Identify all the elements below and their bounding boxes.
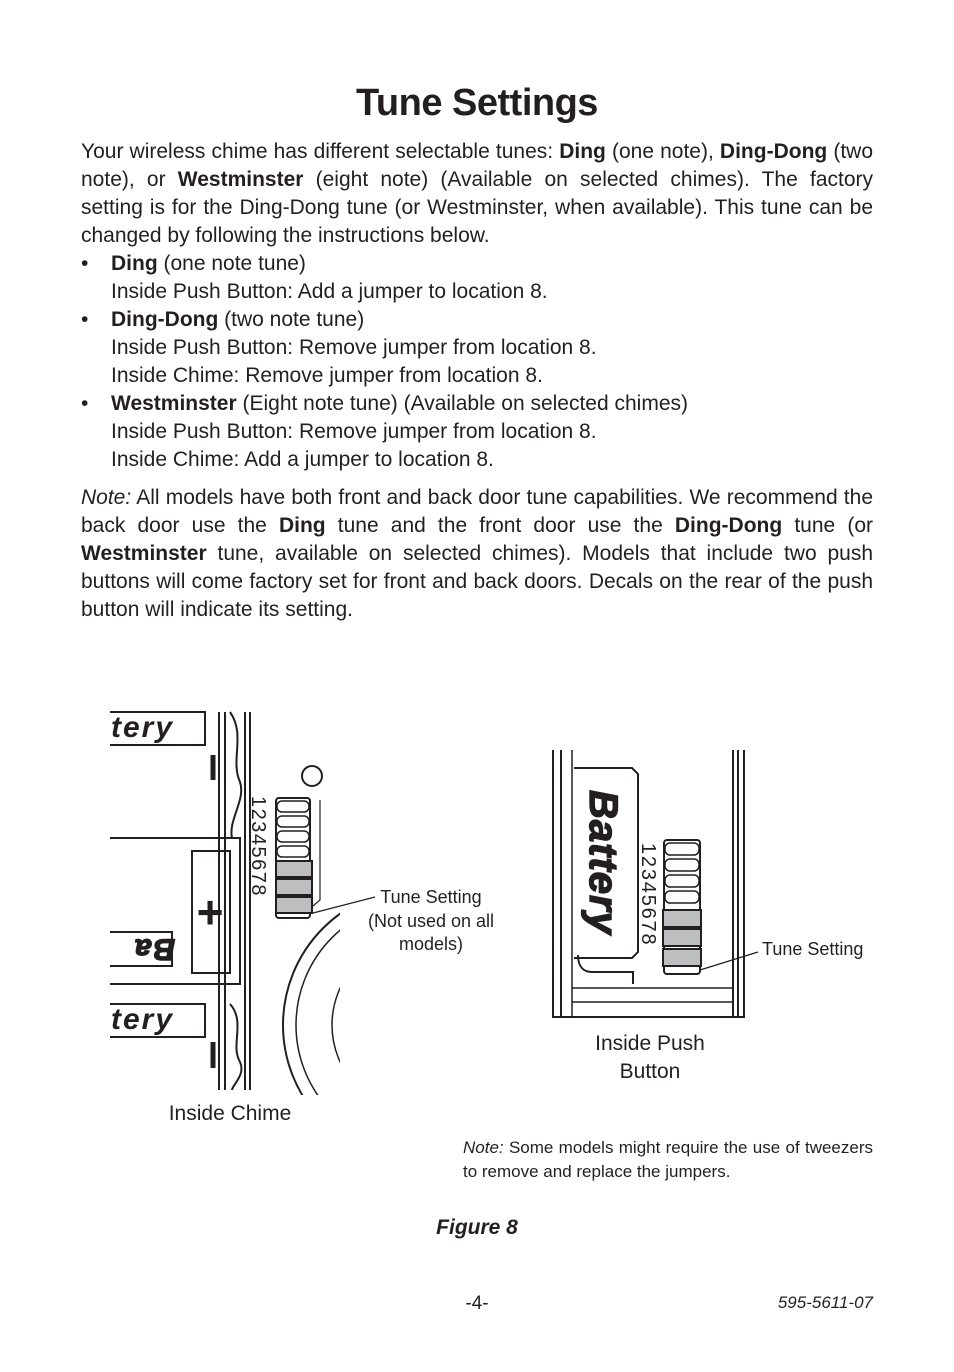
battery-label-top: tery (111, 711, 175, 744)
note-paragraph: Note: All models have both front and back door tune capabilities. We recommend the back door use the Ding tune and the front door use the Ding-Dong tune (or Westminster tune, available on selected chimes). Models that include two push buttons will come factory set for front and back doors. Decals on the rear of the push button will indicate its setting. (81, 486, 873, 621)
svg-text:models): models) (398, 934, 464, 954)
svg-text:Button: Button (619, 1060, 681, 1083)
chime-pin-numbers: 12345678 (247, 796, 269, 897)
battery-plus-sign: + (196, 886, 224, 938)
battery-label-mid: Ba (132, 932, 176, 966)
bullet: • (81, 392, 89, 415)
push-button-battery (574, 768, 638, 984)
svg-text:Tune Setting: Tune Setting (380, 887, 482, 907)
list-item-westminster: • Westminster (Eight note tune) (Available on selected chimes) Inside Push Button: Remove jumper from location 8. Inside Chime: Add a jumper to location 8. (81, 392, 689, 471)
push-jumper-block (663, 840, 701, 974)
chime-battery (110, 711, 240, 1037)
svg-text:Inside Push: Inside Push (595, 1032, 705, 1055)
list-item-ding-dong: • Ding-Dong (two note tune) Inside Push Button: Remove jumper from location 8. Inside Chime: Remove jumper from location 8. (81, 308, 597, 387)
mounting-hole (302, 766, 322, 786)
page-title: Tune Settings (356, 82, 598, 124)
inside-chime-diagram (110, 711, 557, 1162)
jumper-caps (663, 910, 701, 966)
battery-label-bottom: tery (111, 1003, 175, 1036)
push-battery-label: Battery (581, 790, 625, 935)
push-pin-numbers: 12345678 (637, 843, 659, 947)
chime-tune-setting-callout (368, 887, 494, 954)
bullet: • (81, 252, 89, 275)
page-number: -4- (465, 1293, 489, 1314)
inside-push-button-caption (595, 1032, 705, 1083)
chime-jumper-block (276, 798, 312, 918)
intro-paragraph: Your wireless chime has different selectable tunes: Ding (one note), Ding-Dong (two note), or Westminster (eight note) (Available on selected chimes). The factory setting is for the Ding-Dong tune (or Westminster, when available). This tune can be changed by following the instructions below. (81, 140, 874, 247)
list-item-ding: • Ding (one note tune) Inside Push Button: Add a jumper to location 8. (81, 252, 548, 303)
figure-caption: Figure 8 (436, 1216, 518, 1239)
bullet: • (81, 308, 89, 331)
inside-chime-caption: Inside Chime (168, 1102, 292, 1125)
svg-text:(Not used on all: (Not used on all (367, 911, 495, 931)
tweezers-note: Note: Some models might require the use of tweezers to remove and replace the jumpers. (463, 1138, 873, 1181)
document-id: 595-5611-07 (777, 1293, 873, 1312)
push-tune-setting-callout: Tune Setting (762, 939, 864, 959)
jumper-caps (276, 861, 312, 913)
inside-push-button-diagram (553, 750, 863, 1017)
